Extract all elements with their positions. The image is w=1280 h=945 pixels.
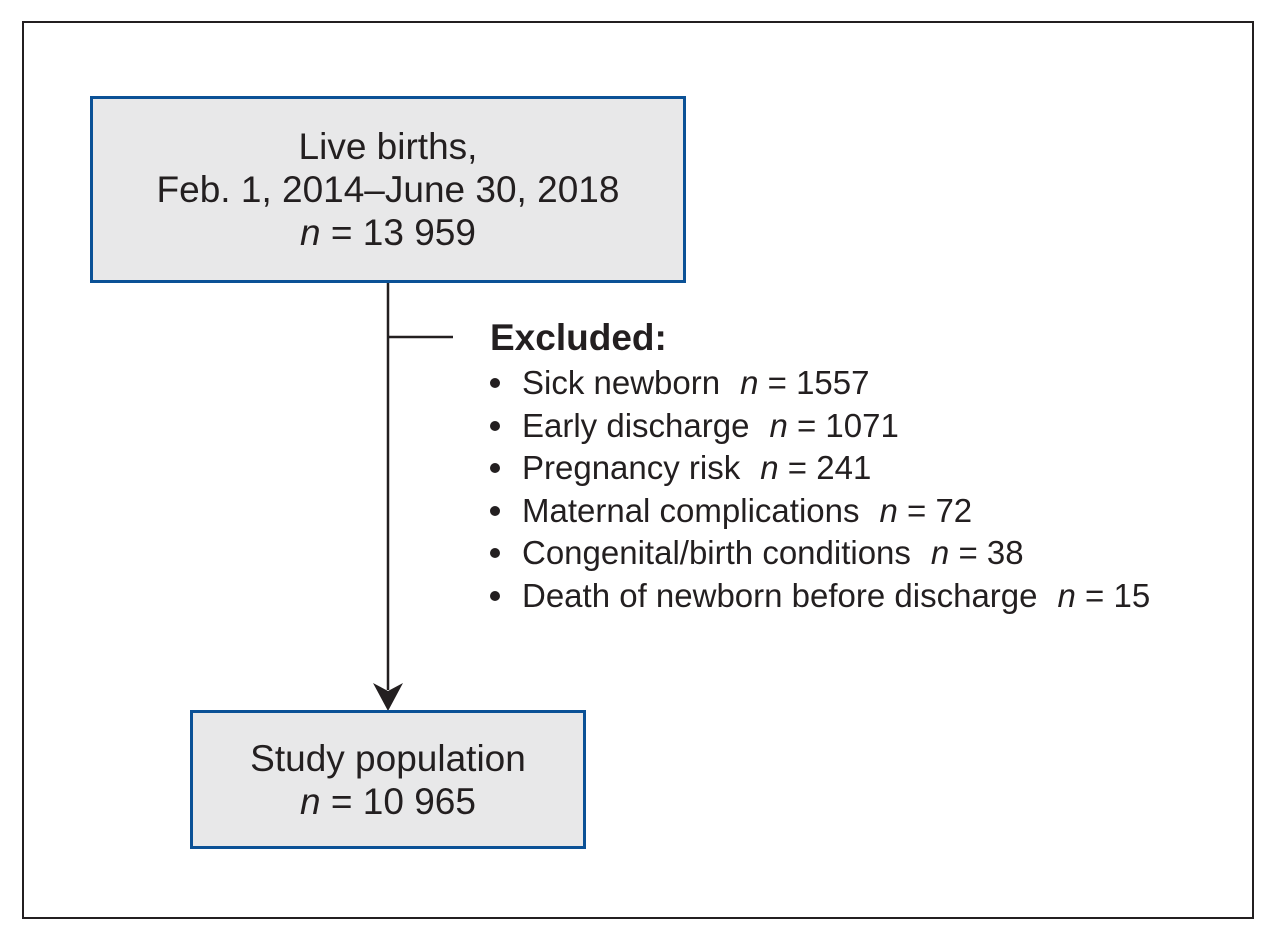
n-value: = 13 959 bbox=[330, 212, 476, 253]
n-symbol: n bbox=[740, 364, 759, 401]
item-count bbox=[760, 449, 871, 486]
n-symbol: n bbox=[930, 534, 950, 571]
n-symbol: n bbox=[300, 212, 321, 253]
excluded-item-maternal-complications bbox=[490, 490, 1150, 533]
n-symbol: n bbox=[760, 449, 779, 486]
n-value: = 10 965 bbox=[330, 780, 476, 822]
study-population-count bbox=[300, 780, 476, 823]
live-births-count bbox=[300, 211, 476, 254]
item-label: Sick newborn bbox=[522, 364, 721, 401]
excluded-item-pregnancy-risk bbox=[490, 447, 1150, 490]
bullet-icon bbox=[490, 463, 500, 473]
excluded-title: Excluded: bbox=[490, 317, 667, 358]
bullet-icon bbox=[490, 421, 500, 431]
n-value: = 1071 bbox=[796, 406, 899, 444]
bullet-icon bbox=[490, 548, 500, 558]
item-label: Early discharge bbox=[522, 406, 750, 444]
item-label: Congenital/birth conditions bbox=[522, 534, 911, 571]
n-value: = 72 bbox=[907, 491, 973, 529]
study-population-title: Study population bbox=[250, 737, 526, 779]
live-births-title: Live births, bbox=[298, 126, 478, 167]
excluded-block bbox=[490, 316, 1150, 617]
excluded-item-sick-newborn bbox=[490, 362, 1150, 405]
item-count bbox=[740, 364, 869, 401]
item-count bbox=[879, 492, 972, 529]
n-symbol: n bbox=[879, 491, 898, 529]
live-births-box bbox=[90, 96, 686, 283]
bullet-icon bbox=[490, 591, 500, 601]
excluded-item-death-of-newborn bbox=[490, 575, 1150, 618]
item-label: Death of newborn before discharge bbox=[522, 576, 1038, 614]
live-births-date-range: Feb. 1, 2014–June 30, 2018 bbox=[156, 169, 620, 210]
bullet-icon bbox=[490, 506, 500, 516]
item-count bbox=[931, 534, 1024, 571]
excluded-list bbox=[490, 362, 1150, 617]
item-count bbox=[1058, 577, 1151, 614]
study-population-box bbox=[190, 710, 586, 849]
n-value: = 38 bbox=[958, 534, 1024, 571]
n-value: = 241 bbox=[787, 449, 872, 486]
n-symbol: n bbox=[300, 780, 321, 822]
excluded-item-early-discharge bbox=[490, 405, 1150, 448]
n-value: = 15 bbox=[1085, 576, 1151, 614]
item-count bbox=[769, 407, 898, 444]
bullet-icon bbox=[490, 378, 500, 388]
item-label: Pregnancy risk bbox=[522, 449, 741, 486]
n-symbol: n bbox=[769, 406, 788, 444]
excluded-item-congenital-birth-conditions bbox=[490, 532, 1150, 575]
item-label: Maternal complications bbox=[522, 491, 860, 529]
n-value: = 1557 bbox=[767, 364, 870, 401]
n-symbol: n bbox=[1057, 576, 1076, 614]
